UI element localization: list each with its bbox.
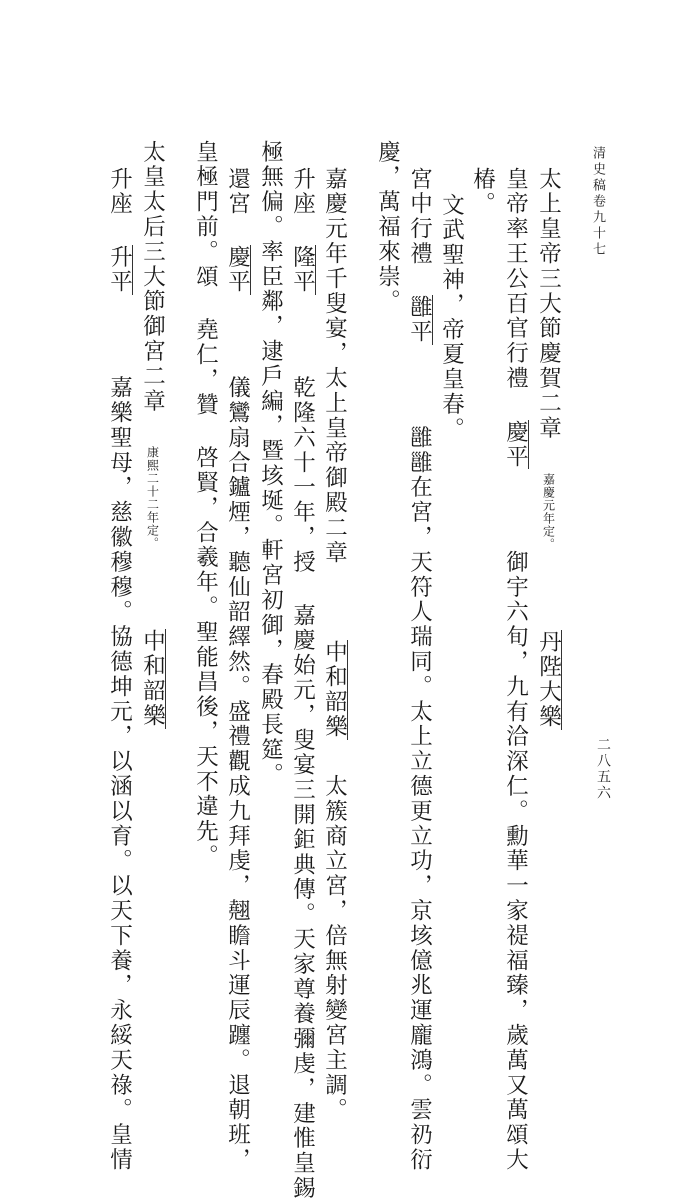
column-text: 還宮 bbox=[224, 167, 251, 217]
column-text: 宮中行禮 bbox=[406, 167, 433, 267]
text-column-5 bbox=[408, 167, 433, 1173]
music-label: 丹陛大樂 bbox=[535, 630, 562, 730]
text-column-9 bbox=[259, 140, 282, 787]
text-column-11 bbox=[194, 140, 217, 869]
running-head: 清史稿卷九十七 bbox=[590, 146, 605, 258]
music-label: 中和韶樂 bbox=[139, 629, 166, 729]
tune-name: 雝平 bbox=[406, 295, 433, 345]
column-text: 皇極門前。頌 bbox=[192, 140, 219, 290]
column-text: 堯仁，贊 bbox=[192, 317, 219, 418]
column-text: 嘉慶始元，叟宴三開鉅典傳。天家尊養彌虔，建惟皇錫 bbox=[289, 603, 316, 1201]
column-text: 啓賢，合羲年。聖能昌後，天不違先。 bbox=[192, 445, 219, 870]
column-text: 椿。 bbox=[469, 167, 496, 217]
column-text: 太簇商立宮，倍無射變宮主調。 bbox=[321, 774, 348, 1123]
music-label: 中和韶樂 bbox=[321, 640, 348, 740]
column-text: 皇帝率王公百官行禮 bbox=[502, 167, 529, 392]
column-text: 嘉樂聖母，慈徽穆穆。協德坤元，以涵以育。以天下養，永綏天祿。皇情 bbox=[106, 375, 133, 1173]
text-column-3 bbox=[471, 167, 494, 217]
tune-name: 慶平 bbox=[502, 419, 529, 470]
page-number: 二八五六 bbox=[595, 737, 611, 801]
text-column-6 bbox=[376, 140, 399, 314]
tune-name: 隆平 bbox=[289, 245, 316, 296]
text-column-2 bbox=[504, 167, 529, 1173]
column-text: 乾隆六十一年，授 bbox=[289, 375, 316, 576]
section-title: 太上皇帝三大節慶賀二章 bbox=[535, 167, 562, 441]
section-title: 太皇太后三大節御宮二章 bbox=[139, 140, 166, 414]
date-note: 康熙二十二年定。 bbox=[145, 446, 160, 551]
tune-name: 慶平 bbox=[224, 245, 251, 296]
column-text: 文武聖神，帝夏皇春。 bbox=[438, 193, 465, 442]
text-column-10 bbox=[226, 167, 251, 1173]
text-column-7 bbox=[323, 167, 348, 1123]
text-column-12 bbox=[141, 140, 166, 735]
column-text: 慶，萬福來崇。 bbox=[374, 140, 401, 315]
tune-name: 升平 bbox=[106, 245, 133, 296]
text-column-1 bbox=[537, 167, 562, 736]
text-column-4 bbox=[440, 193, 463, 442]
column-text: 極無偏。率臣鄰，逮戶編，暨垓埏。軒宮初御，春殿長筵。 bbox=[257, 140, 284, 788]
column-text: 雝雝在宮，天符人瑞同。太上立德更立功，京垓億兆運龐鴻。雲礽衍 bbox=[406, 425, 433, 1173]
section-title: 嘉慶元年千叟宴，太上皇帝御殿二章 bbox=[321, 167, 348, 566]
text-column-13 bbox=[108, 167, 133, 1173]
column-text: 儀鸞扇合鑪煙，聽仙韶繹然。盛禮觀成九拜虔，翹瞻斗運辰躔。退朝班， bbox=[224, 375, 251, 1173]
column-text: 御宇六旬，九有洽深仁。勳華一家禔福臻，歲萬又萬頌大 bbox=[502, 550, 529, 1173]
date-note: 嘉慶元年定。 bbox=[541, 473, 556, 552]
column-text: 升座 bbox=[289, 167, 316, 217]
column-text: 升座 bbox=[106, 167, 133, 217]
text-column-8 bbox=[291, 167, 316, 1201]
